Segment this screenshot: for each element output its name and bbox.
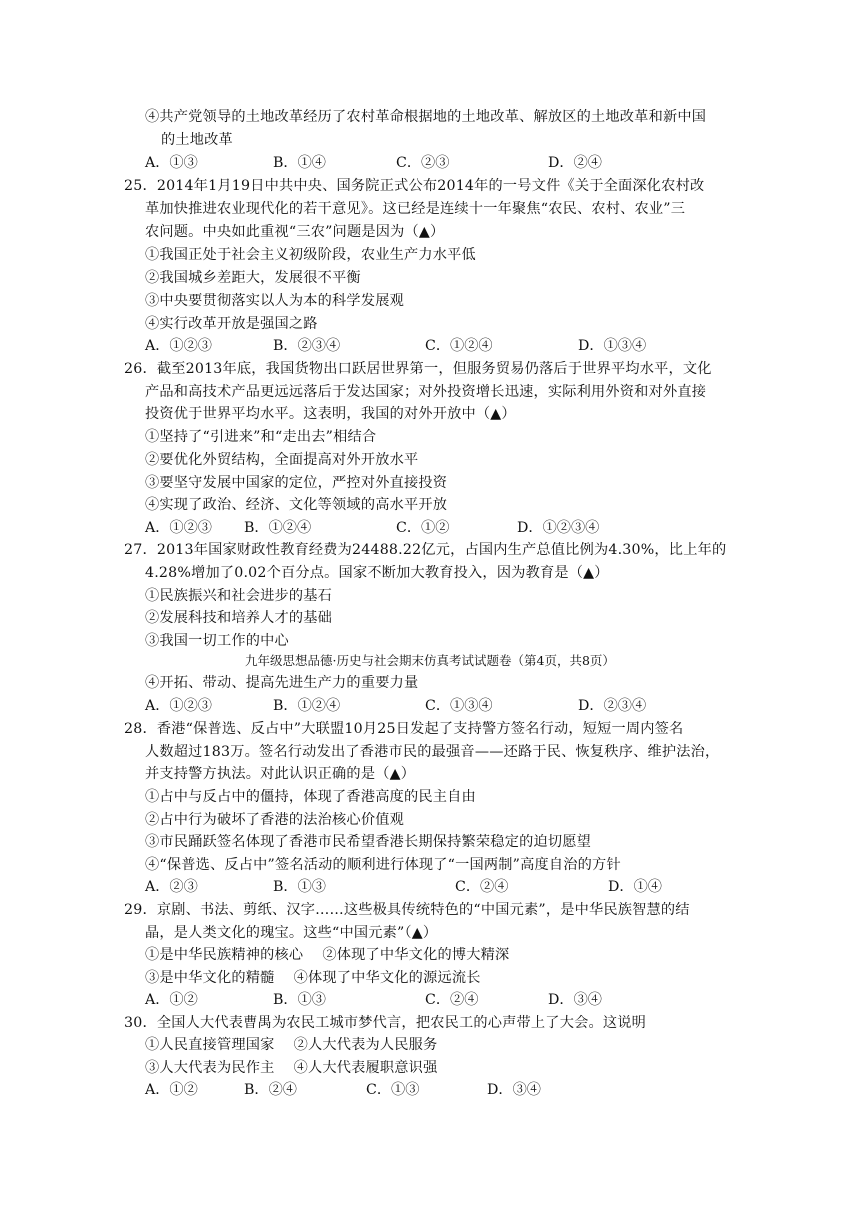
option-b: B．①②④ (273, 698, 341, 714)
option-c: C．①③ (366, 1082, 420, 1098)
statement-item: ③我国一切工作的中心 (145, 633, 289, 649)
statement-item: ③要坚守发展中国家的定位，严控对外直接投资 (145, 475, 448, 491)
question-stem-line: 28．香港“保普选、反占中”大联盟10月25日发起了支持警方签名行动，短短一周内签名 (124, 721, 684, 737)
option-a: A．①② (145, 992, 198, 1008)
option-b: B．①②④ (244, 520, 312, 536)
question-stem-line: 26．截至2013年底，我国货物出口跃居世界第一，但服务贸易仍落后于世界平均水平，文化 (124, 361, 712, 377)
option-d: D．①③④ (578, 338, 647, 354)
statement-item: ①我国正处于社会主义初级阶段，农业生产力水平低 (145, 247, 476, 263)
question-stem-line: 革加快推进农业现代化的若干意见》。这已经是连续十一年聚焦“农民、农村、农业”三 (145, 201, 686, 217)
statement-item: ②发展科技和培养人才的基础 (145, 610, 333, 626)
option-c: C．②④ (455, 879, 509, 895)
option-b: B．②④ (244, 1082, 297, 1098)
statement-item: ③中央要贯彻落实以人为本的科学发展观 (145, 293, 404, 309)
question-stem-line: 晶，是人类文化的瑰宝。这些“中国元素”（▲） (145, 925, 438, 941)
option-c: C．①② (396, 520, 450, 536)
option-b: B．①③ (273, 992, 326, 1008)
question-stem-line: 27．2013年国家财政性教育经费为24488.22亿元，占国内生产总值比例为4.30%，比上年的 (124, 542, 727, 558)
option-a: A．②③ (145, 879, 198, 895)
statement-item: ③市民踊跃签名体现了香港市民希望香港长期保持繁荣稳定的迫切愿望 (145, 834, 592, 850)
option-b: B．①③ (273, 879, 326, 895)
question-stem-line: 25．2014年1月19日中共中央、国务院正式公布2014年的一号文件《关于全面深化农村改 (124, 178, 705, 194)
question-stem-line: 农问题。中央如此重视“三农”问题是因为（▲） (145, 224, 445, 240)
question-stem-line: 30．全国人大代表曹禺为农民工城市梦代言，把农民工的心声带上了大会。这说明 (124, 1015, 647, 1031)
option-a: A．①② (145, 1082, 198, 1098)
statement-item: ④实行改革开放是强国之路 (145, 316, 318, 332)
page-footer: 九年级思想品德·历史与社会期末仿真考试试题卷（第4页，共8页） (245, 653, 615, 668)
question-stem-line: 29．京剧、书法、剪纸、汉字……这些极具传统特色的“中国元素”，是中华民族智慧的结 (124, 902, 690, 918)
option-d: D．①②③④ (517, 520, 600, 536)
question-stem-line: 投资优于世界平均水平。这表明，我国的对外开放中（▲） (145, 406, 516, 422)
option-a: A．①②③ (145, 698, 212, 714)
statement-item: ③人大代表为民作主 ④人大代表履职意识强 (145, 1060, 438, 1076)
option-b: B．②③④ (273, 338, 341, 354)
option-d: D．③④ (548, 992, 602, 1008)
statement-item: ④开拓、带动、提高先进生产力的重要力量 (145, 675, 419, 691)
option-b: B．①④ (273, 155, 326, 171)
option-c: C．②③ (396, 155, 450, 171)
option-d: D．③④ (487, 1082, 541, 1098)
option-c: C．①②④ (425, 338, 493, 354)
statement-item: ①占中与反占中的僵持，体现了香港高度的民主自由 (145, 789, 476, 805)
statement-item: ①民族振兴和社会进步的基石 (145, 588, 333, 604)
option-d: D．①④ (608, 879, 662, 895)
option-a: A．①③ (145, 155, 198, 171)
prev-question-item-4-cont: 的土地改革 (161, 132, 233, 148)
statement-item: ②要优化外贸结构，全面提高对外开放水平 (145, 452, 419, 468)
question-stem-line: 产品和高技术产品更远远落后于发达国家；对外投资增长迅速，实际利用外资和对外直接 (145, 384, 707, 400)
question-stem-line: 4.28%增加了0.02个百分点。国家不断加大教育投入，因为教育是（▲） (145, 565, 609, 581)
question-stem-line: 人数超过183万。签名行动发出了香港市民的最强音——还路于民、恢复秩序、维护法治， (145, 744, 720, 760)
option-a: A．①②③ (145, 520, 212, 536)
statement-item: ④实现了政治、经济、文化等领域的高水平开放 (145, 497, 448, 513)
statement-item: ①坚持了“引进来”和“走出去”相结合 (145, 429, 377, 445)
statement-item: ②我国城乡差距大，发展很不平衡 (145, 270, 361, 286)
statement-item: ④“保普选、反占中”签名活动的顺利进行体现了“一国两制”高度自治的方针 (145, 857, 621, 873)
statement-item: ③是中华文化的精髓 ④体现了中华文化的源远流长 (145, 970, 481, 986)
option-d: D．②③④ (578, 698, 647, 714)
option-c: C．②④ (425, 992, 479, 1008)
statement-item: ①人民直接管理国家 ②人大代表为人民服务 (145, 1037, 438, 1053)
option-d: D．②④ (548, 155, 602, 171)
prev-question-item-4: ④共产党领导的土地改革经历了农村革命根据地的土地改革、解放区的土地改革和新中国 (145, 109, 707, 125)
option-a: A．①②③ (145, 338, 212, 354)
statement-item: ②占中行为破坏了香港的法治核心价值观 (145, 812, 404, 828)
statement-item: ①是中华民族精神的核心 ②体现了中华文化的博大精深 (145, 947, 510, 963)
question-stem-line: 并支持警方执法。对此认识正确的是（▲） (145, 766, 416, 782)
option-c: C．①③④ (425, 698, 493, 714)
